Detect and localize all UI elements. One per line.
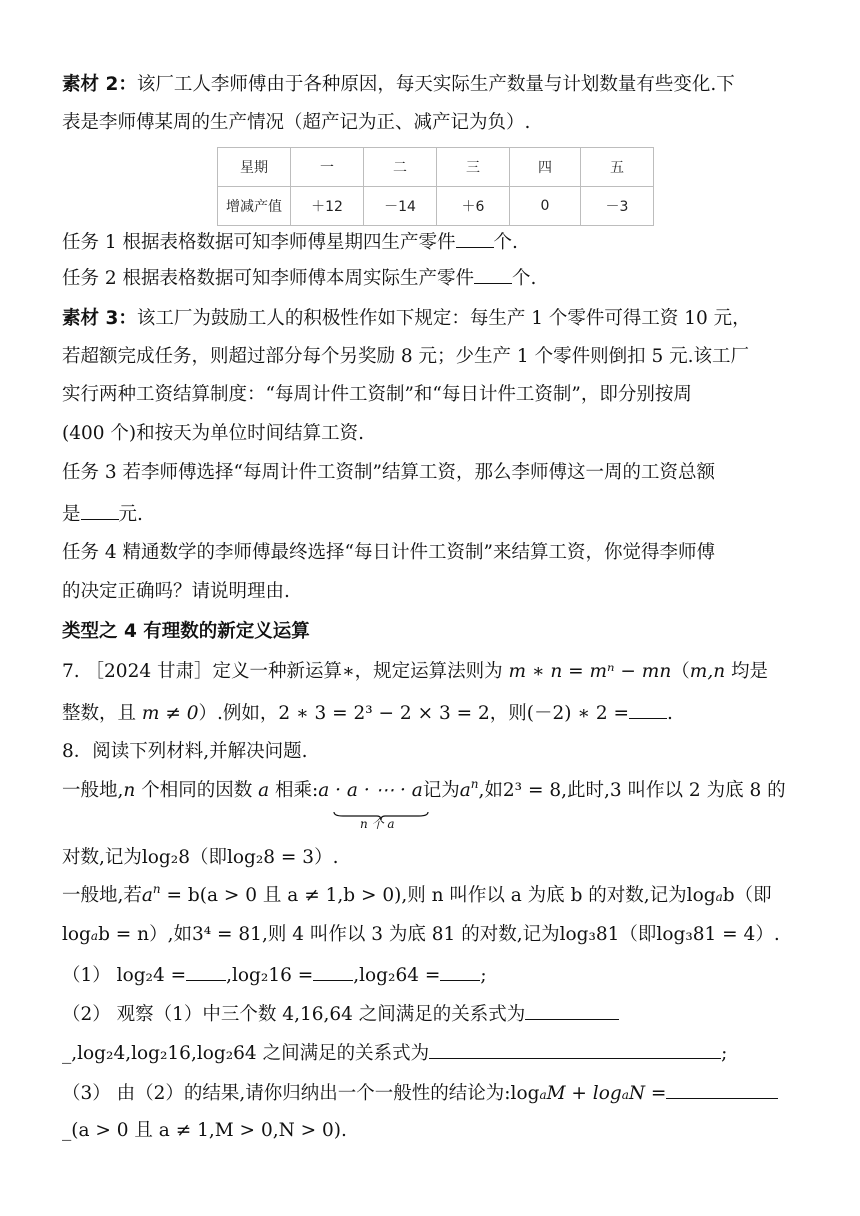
material3-line4: (400 个)和按天为单位时间结算工资. bbox=[62, 423, 365, 444]
q8-line1: 8．阅读下列材料,并解决问题. bbox=[62, 741, 308, 762]
table-cell: ＋12 bbox=[291, 187, 364, 226]
task3-line2: 是 元. bbox=[62, 501, 143, 527]
q8-line4: 一般地,若$a^n = b(a > 0$ 且 a ≠ 1,b > 0),则 n 叫作以 a 为底 b 的对数,记为logab（即 bbox=[62, 882, 772, 906]
production-table bbox=[217, 147, 654, 226]
q8-part2-line1: （2） 观察（1）中三个数 4,16,64 之间满足的关系式为 bbox=[62, 1001, 619, 1027]
material3-line3: 实行两种工资结算制度：“每周计件工资制”和“每日计件工资制”，即分别按周 bbox=[62, 384, 692, 405]
material3-label: 素材 3： bbox=[62, 308, 137, 329]
table-cell: ＋6 bbox=[437, 187, 510, 226]
task2: 任务 2 根据表格数据可知李师傅本周实际生产零件 个. bbox=[62, 265, 536, 291]
task1: 任务 1 根据表格数据可知李师傅星期四生产零件 个. bbox=[62, 229, 518, 255]
table-row bbox=[218, 187, 654, 226]
task4-line1: 任务 4 精通数学的李师傅最终选择“每日计件工资制”来结算工资，你觉得李师傅 bbox=[62, 542, 715, 563]
q8-line2: 一般地,n 个相同的因数 a 相乘:a · a · ⋯ · a记为$a^n$,如2³ = 8,此时,3 叫作以 2 为底 8 的 bbox=[62, 777, 786, 801]
table-header-row bbox=[218, 148, 654, 187]
q7-line1: 7. ［2024 甘肃］定义一种新运算∗，规定运算法则为 m ∗ n = mⁿ − mn（m,n 均是 bbox=[62, 661, 769, 682]
answer-blank[interactable] bbox=[81, 501, 119, 520]
q8-part3-line1: （3） 由（2）的结果,请你归纳出一个一般性的结论为:logaM + logaN = bbox=[62, 1080, 778, 1107]
q7-line2: 整数，且 m ≠ 0）.例如，2 ∗ 3 = 2³ − 2 × 3 = 2，则(－2) ∗ 2 = . bbox=[62, 700, 673, 726]
material2-line1: 素材 2：该厂工人李师傅由于各种原因，每天实际生产数量与计划数量有些变化.下 bbox=[62, 74, 735, 95]
table-cell: －14 bbox=[364, 187, 437, 226]
q8-line5: logab = n）,如3⁴ = 81,则 4 叫作以 3 为底 81 的对数,记为log₃81（即log₃81 = 4）. bbox=[62, 924, 780, 945]
answer-blank[interactable] bbox=[186, 962, 226, 981]
table-cell: 一 bbox=[291, 148, 364, 187]
material3-line1: 素材 3：该工厂为鼓励工人的积极性作如下规定：每生产 1 个零件可得工资 10 元， bbox=[62, 308, 751, 329]
q8-part2-line2: _,log₂4,log₂16,log₂64 之间满足的关系式为 ; bbox=[62, 1040, 727, 1066]
q8-part1: （1） log₂4 = ,log₂16 = ,log₂64 = ; bbox=[62, 962, 487, 988]
q8-part3-line2: _(a > 0 且 a ≠ 1,M > 0,N > 0). bbox=[62, 1120, 347, 1141]
answer-blank[interactable] bbox=[474, 265, 512, 284]
table-cell: －3 bbox=[581, 187, 654, 226]
answer-blank[interactable] bbox=[629, 700, 667, 719]
answer-blank[interactable] bbox=[429, 1040, 721, 1059]
answer-blank[interactable] bbox=[525, 1001, 619, 1020]
material2-line2: 表是李师傅某周的生产情况（超产记为正、减产记为负）. bbox=[62, 112, 531, 133]
task4-line2: 的决定正确吗？请说明理由. bbox=[62, 581, 290, 602]
answer-blank[interactable] bbox=[456, 229, 494, 248]
table-cell: 0 bbox=[510, 187, 581, 226]
table-cell: 三 bbox=[437, 148, 510, 187]
task3-line1: 任务 3 若李师傅选择“每周计件工资制”结算工资，那么李师傅这一周的工资总额 bbox=[62, 462, 715, 483]
table-cell: 星期 bbox=[218, 148, 291, 187]
answer-blank[interactable] bbox=[440, 962, 480, 981]
table-cell: 二 bbox=[364, 148, 437, 187]
material2-label: 素材 2： bbox=[62, 74, 137, 95]
table-cell: 增减产值 bbox=[218, 187, 291, 226]
answer-blank[interactable] bbox=[313, 962, 353, 981]
table-cell: 五 bbox=[581, 148, 654, 187]
q8-line3: 对数,记为log₂8（即log₂8 = 3）. bbox=[62, 847, 339, 868]
section-title: 类型之 4 有理数的新定义运算 bbox=[62, 621, 310, 642]
material3-line2: 若超额完成任务，则超过部分每个另奖励 8 元；少生产 1 个零件则倒扣 5 元.该工厂 bbox=[62, 346, 749, 367]
table-cell: 四 bbox=[510, 148, 581, 187]
underbrace-label: n 个 a bbox=[360, 817, 395, 831]
answer-blank[interactable] bbox=[666, 1080, 778, 1099]
